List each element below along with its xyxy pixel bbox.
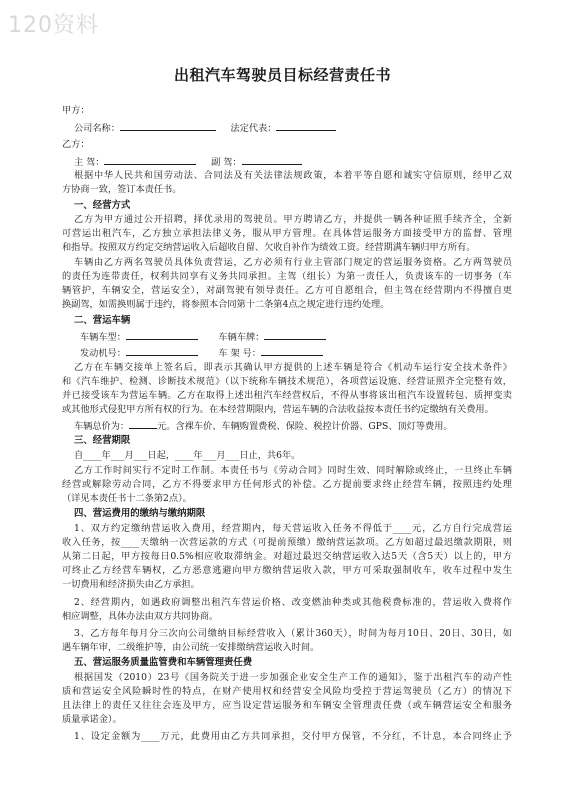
paragraph-line: 质量承诺金）。 (62, 714, 122, 725)
paragraph-line: 的责任为连带责任，权利共同享有义务共同承担。主驾（组长）为第一责任人，负责该车的一切事务（车 (62, 271, 512, 282)
paragraph-line: 乙方工作时间实行不定时工作制。本责任书与《劳动合同》同时生效、同时解除或终止，一旦终止车辆 (74, 465, 512, 476)
paragraph-line: 和指导。按照双方约定交纳营运收入后超收自留、欠收自补作为绩效工资。经营期满车辆归甲方所有。 (62, 242, 476, 253)
main-driver-blank[interactable] (104, 154, 196, 165)
paragraph-line: 辆管护，车辆安全，营运安全），对副驾驶有领导责任。乙方可自愿组合，但主驾在经营期内不得擅自更 (62, 285, 512, 296)
paragraph-line: 换副驾，如需换则属于违约，将参照本合同第十二条第4点之规定进行违约处理。 (62, 299, 390, 310)
company-name-label: 公司名称： (74, 123, 120, 134)
section-heading: 三、经营期限 (74, 435, 131, 446)
party-a-fields (74, 120, 512, 136)
legal-rep-blank[interactable] (276, 120, 336, 131)
paragraph-line: 收入任务，按____天缴纳一次营运款的方式（可提前预缴）缴纳营运款项。乙方如超过最迟缴款期限，则 (62, 537, 512, 548)
frame-number-label: 车 架 号： (218, 348, 261, 359)
paragraph-line: 一切费用和经济损失由乙方承担。 (62, 579, 200, 590)
intro-line: 根据中华人民共和国劳动法、合同法及有关法律法规政策，本着平等自愿和诚实守信原则，经甲乙双 (74, 170, 512, 181)
paragraph-line: （详见本责任书十二条第2点）。 (62, 493, 192, 504)
paragraph-line: 或其他形式侵犯甲方所有权的行为。在本经营期限内，营运车辆的合法收益按本责任书约定缴纳有关费用。 (62, 404, 494, 415)
company-name-blank[interactable] (120, 120, 216, 131)
paragraph-line: 经营或解除劳动合同，乙方不得要求甲方任何形式的补偿。乙方提前要求终止经营车辆，按照违约处理 (62, 479, 512, 490)
vehicle-model-blank[interactable] (126, 329, 198, 340)
paragraph-line: 可终止乙方经营车辆权，乙方恶意逃避向甲方缴纳营运收入款，甲方可采取强制收车，收车过程中发生 (62, 565, 512, 576)
vehicle-price-line (74, 418, 512, 434)
intro-line: 方协商一致，签订本责任书。 (62, 184, 182, 195)
section-heading: 四、营运费用的缴纳与缴纳期限 (74, 508, 206, 519)
sub-driver-label: 副 驾： (211, 157, 242, 168)
paragraph-line: 车辆由乙方两名驾驶员具体负责营运，乙方必须有行业主管部门规定的营运服务资格。乙方两驾驶员 (74, 257, 512, 268)
vehicle-price-label: 车辆总价为： (74, 421, 130, 432)
party-a-label: 甲方： (62, 105, 90, 116)
paragraph-line: 乙方在车辆交接单上签名后，即表示其确认甲方提供的上述车辆是符合《机动车运行安全技术条件》 (74, 362, 512, 373)
paragraph-line: 并已接受该车为营运车辆。乙方在取得上述出租汽车经营权后，不得从事将该出租汽车设置转包、质押变卖 (62, 390, 512, 401)
document-title: 出租汽车驾驶员目标经营责任书 (173, 66, 391, 84)
paragraph-line: 相应调整，具体办法由双方共同协商。 (62, 611, 219, 622)
paragraph-line: 3、乙方每年每月分三次向公司缴纳目标经营收入（累计360天），时间为每月10日、20日、30日，如 (74, 628, 512, 639)
engine-number-blank[interactable] (126, 345, 198, 356)
paragraph-line: 质和营运安全风险瞬时性的特点，在财产使用权和经营安全风险均受控于营运驾驶员（乙方）的情况下 (62, 686, 512, 697)
paragraph-line: 根据国发（2010）23号《国务院关于进一步加强企业安全生产工作的通知》，鉴于出租汽车的动产性 (74, 672, 512, 683)
party-b-label: 乙方： (62, 139, 90, 150)
paragraph-line: 2、经营期内，如遇政府调整出租汽车营运价格、改变燃油种类或其他税费标准的，营运收入费将作 (74, 597, 512, 608)
section-heading: 二、营运车辆 (74, 315, 131, 326)
main-driver-label: 主 驾： (74, 157, 105, 168)
section-heading: 五、营运服务质量监管费和车辆管理责任费 (74, 657, 253, 668)
vehicle-fields-row (80, 329, 512, 345)
frame-number-blank[interactable] (261, 345, 323, 356)
vehicle-plate-label: 车辆车牌： (218, 332, 265, 343)
paragraph-line: 乙方为甲方通过公开招聘，择优录用的驾驶员。甲方聘请乙方，并提供一辆各种证照手续齐全，全新 (74, 214, 512, 225)
section-heading: 一、经营方式 (74, 200, 131, 211)
term-dates-line: 自____年___月___日起，____年___月___日止，共6年。 (74, 450, 301, 461)
paragraph-line: 且法律上的责任又往往会连及甲方，应当设定营运服务和车辆安全管理责任费（或车辆营运安全和服务 (62, 700, 512, 711)
vehicle-price-note: 元。含裸车价、车辆购置费税、保险、税控计价器、GPS、顶灯等费用。 (157, 421, 453, 432)
engine-number-label: 发动机号： (80, 348, 126, 359)
paragraph-line: 从第二日起，甲方按每日0.5%相应收取滞纳金。对超过最迟交纳营运收入达5天（含5天）以上的，甲方 (62, 551, 512, 562)
legal-rep-label: 法定代表： (230, 123, 277, 134)
paragraph-line: 1、双方约定缴纳营运收入费用，经营期内，每天营运收入任务不得低于____元，乙方自行完成营运 (74, 523, 512, 534)
party-b-fields (74, 154, 512, 170)
paragraph-line: 可营运出租汽车，乙方独立承担法律义务，服从甲方管理。在具体营运服务方面接受甲方的监督、管理 (62, 228, 512, 239)
vehicle-fields-row (80, 345, 512, 361)
vehicle-model-label: 车辆车型： (80, 332, 126, 343)
watermark: 120资料 (8, 13, 99, 38)
paragraph-line: 1、设定金额为____万元，此费用由乙方共同承担，交付甲方保管，不分红，不计息，本合同终止予 (74, 731, 512, 742)
sub-driver-blank[interactable] (242, 154, 302, 165)
vehicle-price-blank[interactable] (129, 418, 157, 429)
paragraph-line: 遇车辆年审，二级维护等，由公司统一安排缴纳营运收入时间。 (62, 642, 320, 653)
paragraph-line: 和《汽车维护、检测、诊断技术规范》（以下统称车辆技术规范），各项营运设施、经营证照齐全完整有效， (62, 376, 512, 387)
vehicle-plate-blank[interactable] (264, 329, 326, 340)
